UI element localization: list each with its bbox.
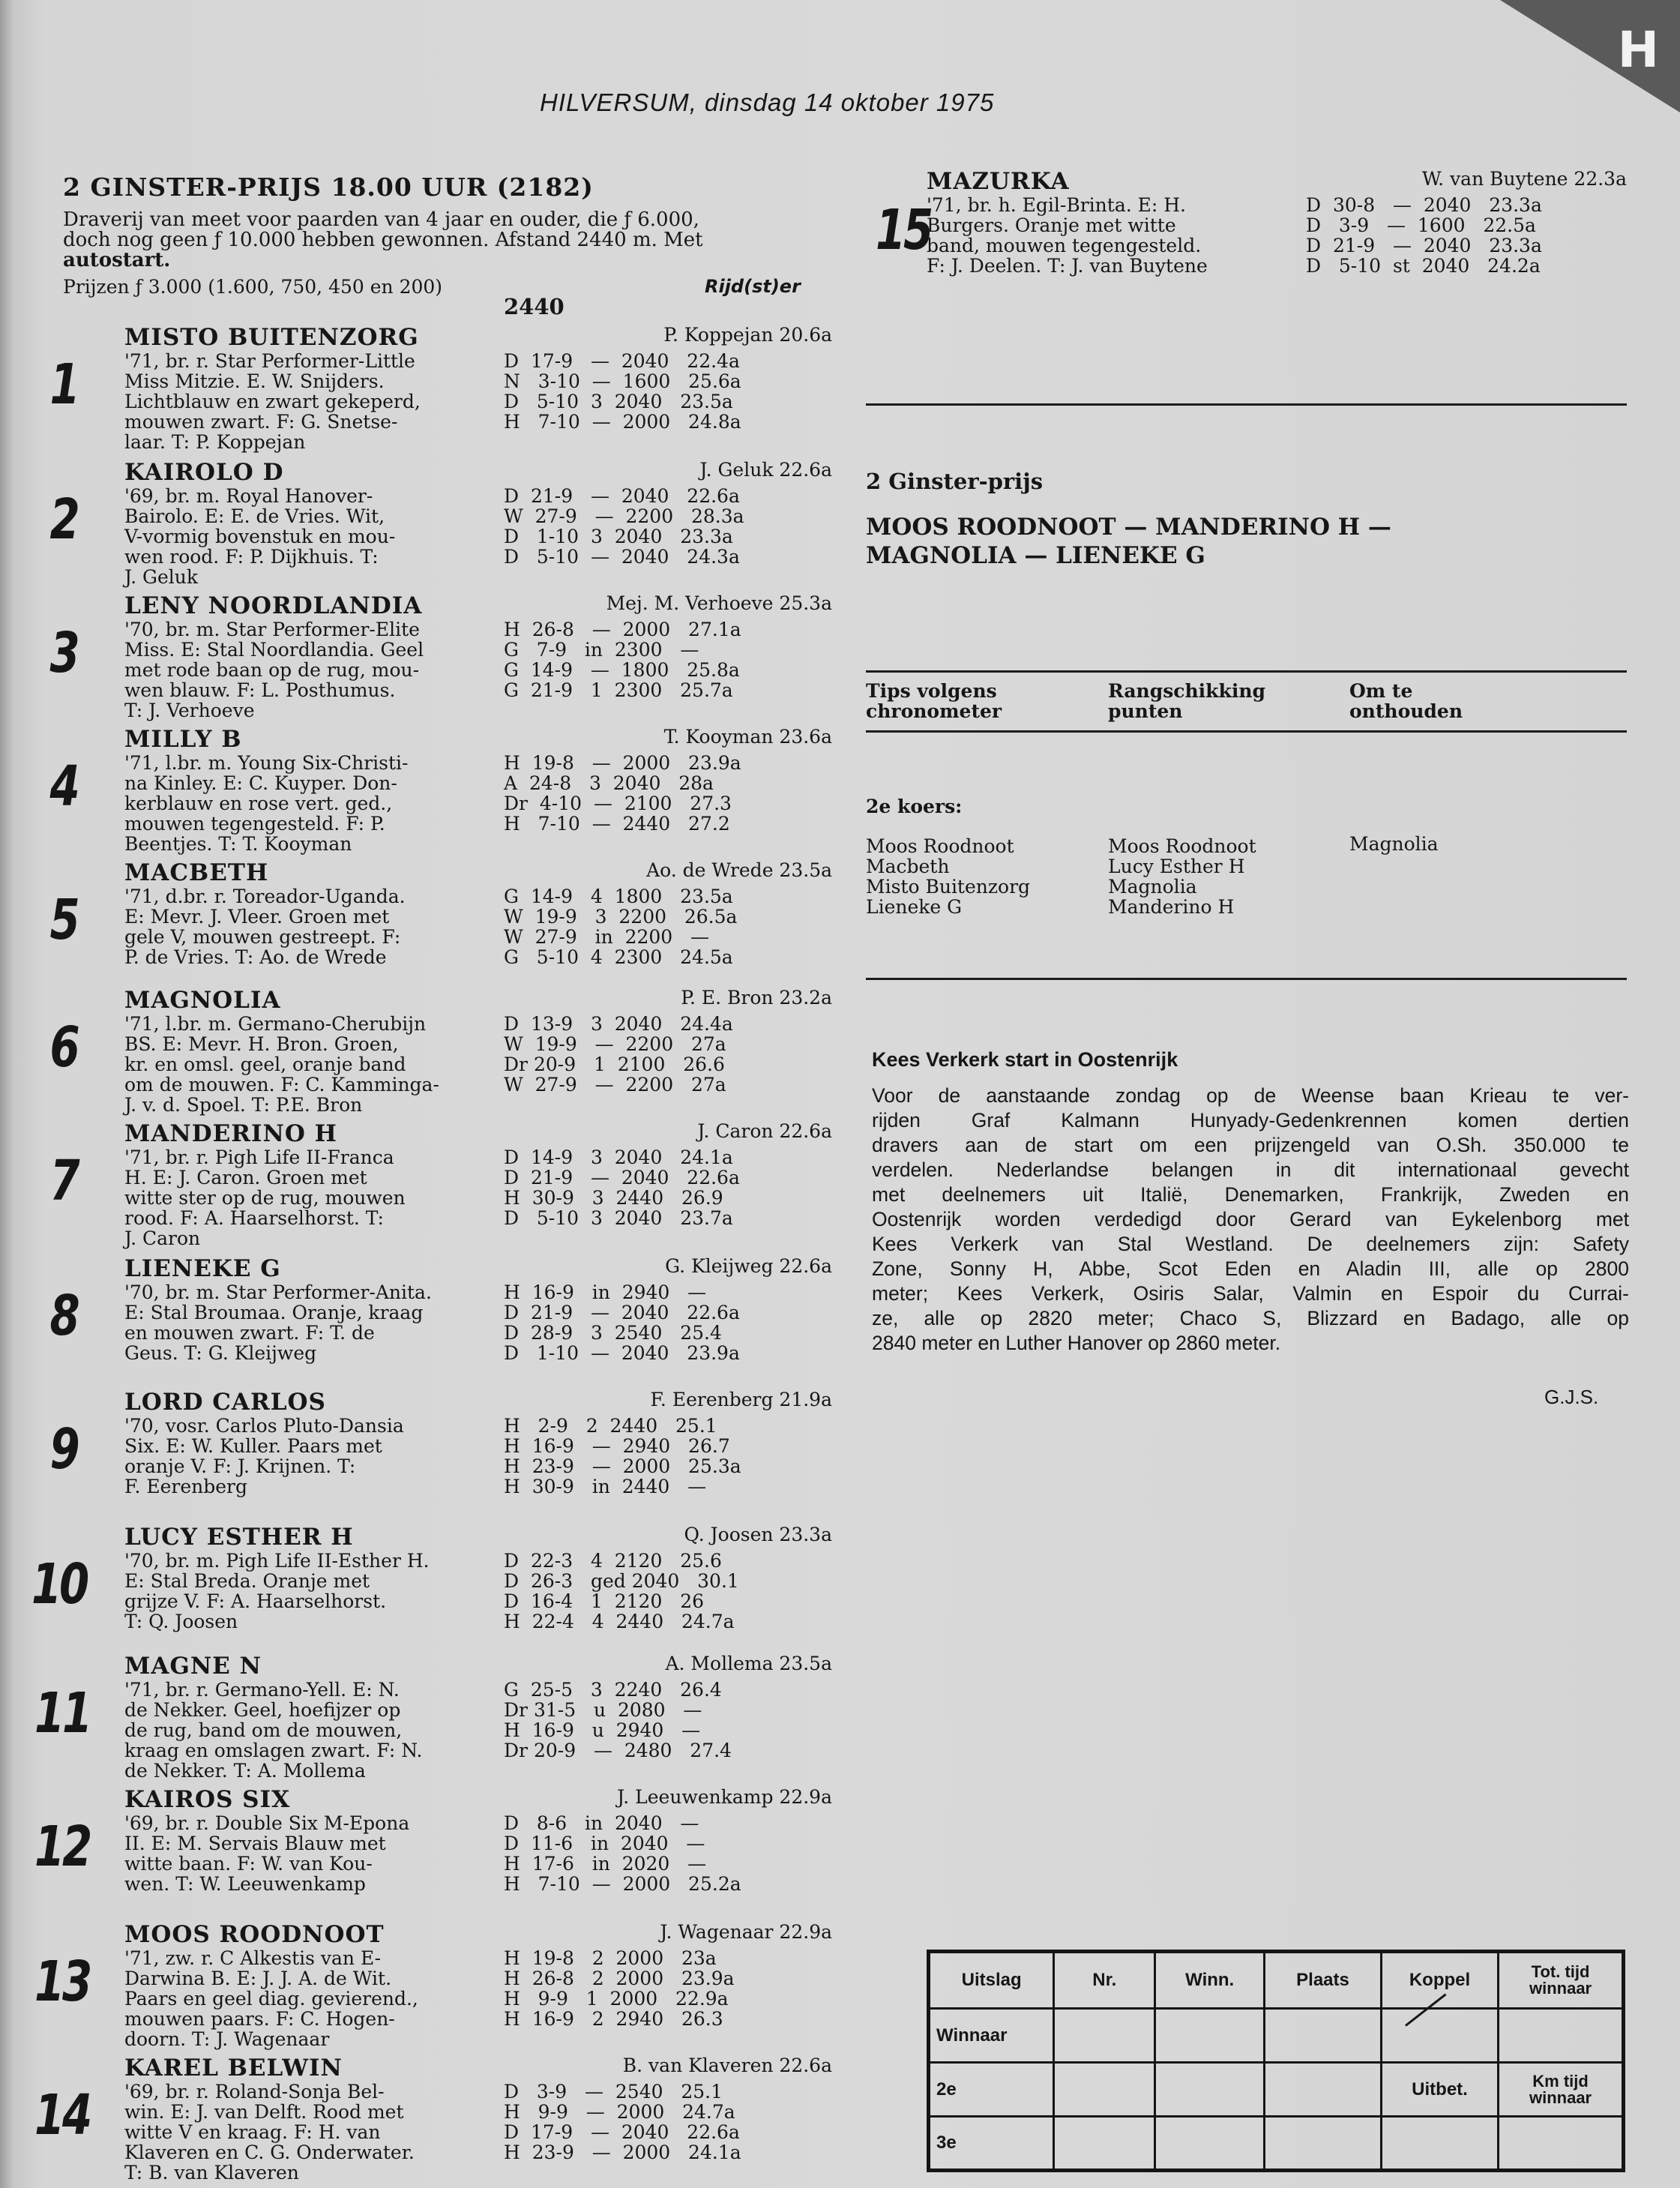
tip-item: Macbeth <box>866 856 950 877</box>
performance-row: H 7-10 — 2000 24.8a <box>504 411 741 433</box>
horse-number: 14 <box>34 2083 91 2148</box>
cell[interactable] <box>1054 2009 1155 2063</box>
cell[interactable] <box>1265 2063 1382 2117</box>
row-label: Winnaar <box>929 2009 1054 2063</box>
performance-row: Dr 20-9 1 2100 26.6 <box>504 1054 725 1075</box>
horse-performances <box>504 2082 741 2163</box>
tip-item: Magnolia <box>1108 876 1197 898</box>
divider <box>866 670 1627 673</box>
performance-row: D 30-8 — 2040 23.3a <box>1306 194 1542 216</box>
cell[interactable] <box>1054 2063 1155 2117</box>
tips-ranking-list <box>1108 836 1256 917</box>
horse-desc-line: na Kinley. E: C. Kuyper. Don- <box>124 772 397 794</box>
prediction-title: 2 Ginster-prijs <box>866 469 1044 494</box>
news-line: meter; Kees Verkerk, Osiris Salar, Valmin en Espoir du Currai- <box>872 1282 1629 1305</box>
horse-description <box>124 1948 499 2049</box>
performance-row: D 14-9 3 2040 24.1a <box>504 1146 733 1168</box>
cell[interactable] <box>1265 2009 1382 2063</box>
horse-desc-line: '71, br. r. Star Performer-Little <box>124 350 415 372</box>
performance-row: G 21-9 1 2300 25.7a <box>504 679 733 701</box>
news-line: met deelnemers uit Italië, Denemarken, Frankrijk, Zweden en <box>872 1183 1629 1206</box>
performance-row: H 17-6 in 2020 — <box>504 1853 707 1875</box>
performance-row: H 19-8 — 2000 23.9a <box>504 752 741 774</box>
horse-desc-line: de Nekker. T: A. Mollema <box>124 1760 366 1782</box>
tip-item: Lucy Esther H <box>1108 856 1245 877</box>
tip-item: Magnolia <box>1349 833 1439 855</box>
news-line: rijden Graf Kalmann Hunyady-Gedenkrennen komen dertien <box>872 1109 1629 1131</box>
horse-driver: B. van Klaveren 22.6a <box>622 2055 832 2076</box>
race-desc-line: Draverij van meet voor paarden van 4 jaar en ouder, die ƒ 6.000, <box>63 208 699 231</box>
horse-desc-line: P. de Vries. T: Ao. de Wrede <box>124 946 387 968</box>
horse-name: MISTO BUITENZORG <box>124 324 419 351</box>
news-title: Kees Verkerk start in Oostenrijk <box>872 1048 1178 1071</box>
horse-desc-line: '69, br. m. Royal Hanover- <box>124 485 373 507</box>
divider <box>866 978 1627 980</box>
col-uitslag: Uitslag <box>929 1952 1054 2009</box>
horse-desc-line: II. E: M. Servais Blauw met <box>124 1833 386 1854</box>
tips-chronometer-list <box>866 836 1030 917</box>
horse-desc-line: kerblauw en rose vert. ged., <box>124 793 393 814</box>
horse-description <box>124 486 499 587</box>
tips-remember-list <box>1349 834 1439 854</box>
horse-description <box>124 1813 499 1894</box>
horse-description <box>124 1282 499 1363</box>
horse-performances <box>504 619 741 700</box>
performance-row: H 7-10 — 2440 27.2 <box>504 813 730 835</box>
performance-row: H 23-9 — 2000 24.1a <box>504 2142 741 2163</box>
horse-performances <box>504 1416 741 1497</box>
performance-row: H 7-10 — 2000 25.2a <box>504 1873 741 1895</box>
horse-desc-line: de Nekker. Geel, hoefijzer op <box>124 1699 401 1721</box>
news-line: dravers aan de start om een prijzengeld van O.Sh. 350.000 te <box>872 1134 1629 1156</box>
horse-driver: J. Leeuwenkamp 22.9a <box>617 1786 832 1808</box>
horse-desc-line: '69, br. r. Double Six M-Epona <box>124 1812 410 1834</box>
driver-column-label: Rijd(st)er <box>705 276 801 297</box>
cell[interactable] <box>1155 2063 1265 2117</box>
horse-desc-line: '69, br. r. Roland-Sonja Bel- <box>124 2081 385 2103</box>
results-row-winnaar <box>929 2009 1624 2063</box>
horse-desc-line: '71, l.br. m. Germano-Cherubijn <box>124 1013 427 1035</box>
horse-desc-line: witte ster op de rug, mouwen <box>124 1187 406 1209</box>
horse-number: 2 <box>49 487 78 552</box>
tip-item: Moos Roodnoot <box>1108 835 1256 857</box>
horse-desc-line: V-vormig bovenstuk en mou- <box>124 526 396 547</box>
performance-row: D 21-9 — 2040 23.3a <box>1306 235 1542 256</box>
performance-row: G 14-9 4 1800 23.5a <box>504 886 733 907</box>
performance-row: W 27-9 in 2200 — <box>504 926 710 948</box>
horse-desc-line: E: Stal Breda. Oranje met <box>124 1570 370 1592</box>
horse-performances <box>504 886 737 967</box>
performance-row: D 1-10 3 2040 23.3a <box>504 526 733 547</box>
horse-desc-line: wen rood. F: P. Dijkhuis. T: <box>124 546 379 568</box>
horse-driver: Mej. M. Verhoeve 25.3a <box>606 592 832 614</box>
performance-row: G 14-9 — 1800 25.8a <box>504 659 740 681</box>
horse-name: MANDERINO H <box>124 1120 337 1147</box>
horse-desc-line: mouwen tegengesteld. F: P. <box>124 813 385 835</box>
horse-driver: F. Eerenberg 21.9a <box>650 1389 832 1410</box>
horse-desc-line: oranje V. F: J. Krijnen. T: <box>124 1455 356 1477</box>
horse-number: 12 <box>34 1815 91 1879</box>
cell[interactable] <box>1155 2117 1265 2171</box>
horse-performances <box>504 753 741 834</box>
horse-desc-line: Lichtblauw en zwart gekeperd, <box>124 391 421 412</box>
horse-desc-line: '71, br. r. Pigh Life II-Franca <box>124 1146 394 1168</box>
horse-desc-line: grijze V. F: A. Haarselhorst. <box>124 1590 387 1612</box>
performance-row: N 3-10 — 1600 25.6a <box>504 370 741 392</box>
horse-driver: J. Geluk 22.6a <box>699 459 832 481</box>
horse-desc-line: Paars en geel diag. gevierend., <box>124 1988 418 2010</box>
horse-number: 1 <box>49 352 78 417</box>
horse-number: 6 <box>49 1015 78 1080</box>
horse-description <box>124 1551 499 1632</box>
performance-row: H 26-8 — 2000 27.1a <box>504 619 741 640</box>
performance-row: G 7-9 in 2300 — <box>504 639 699 661</box>
race-description <box>63 210 828 271</box>
uitbet-label: Uitbet. <box>1381 2063 1498 2117</box>
performance-row: D 5-10 3 2040 23.5a <box>504 391 733 412</box>
performance-row: D 28-9 3 2540 25.4 <box>504 1322 722 1344</box>
horse-desc-line: F. Eerenberg <box>124 1476 247 1497</box>
performance-row: D 3-9 — 1600 22.5a <box>1306 214 1536 236</box>
performance-row: G 25-5 3 2240 26.4 <box>504 1679 722 1701</box>
performance-row: W 27-9 — 2200 28.3a <box>504 505 744 527</box>
prediction-line: MAGNOLIA — LIENEKE G <box>866 542 1205 569</box>
performance-row: D 1-10 — 2040 23.9a <box>504 1342 740 1364</box>
horse-desc-line: Six. E: W. Kuller. Paars met <box>124 1435 382 1457</box>
divider <box>866 403 1627 406</box>
horse-desc-line: '71, zw. r. C Alkestis van E- <box>124 1947 382 1969</box>
cell[interactable] <box>1265 2117 1382 2171</box>
horse-description <box>124 2082 499 2183</box>
news-line: Voor de aanstaande zondag op de Weense baan Krieau te ver- <box>872 1084 1629 1107</box>
horse-performances <box>504 1948 735 2029</box>
performance-row: H 22-4 4 2440 24.7a <box>504 1611 735 1632</box>
tips-header-remember: Om te onthouden <box>1349 680 1463 722</box>
km-tijd-label: Km tijd winnaar <box>1499 2063 1624 2117</box>
horse-description <box>124 886 499 967</box>
horse-performances <box>504 1551 739 1632</box>
horse-driver: P. E. Bron 23.2a <box>681 987 832 1009</box>
cell[interactable] <box>1499 2117 1624 2171</box>
performance-row: D 5-10 — 2040 24.3a <box>504 546 740 568</box>
race-title: 2 GINSTER-PRIJS 18.00 UUR (2182) <box>63 172 594 202</box>
horse-performances <box>504 351 741 432</box>
tip-item: Lieneke G <box>866 896 963 918</box>
horse-desc-line: kr. en omsl. geel, oranje band <box>124 1054 406 1075</box>
horse-desc-line: kraag en omslagen zwart. F: N. <box>124 1740 423 1761</box>
horse-driver: Ao. de Wrede 23.5a <box>646 859 832 881</box>
news-body <box>872 1084 1629 1356</box>
horse-performances <box>504 1813 741 1894</box>
performance-row: W 19-9 3 2200 26.5a <box>504 906 738 928</box>
horse-number: 4 <box>49 754 78 819</box>
news-line: Zone, Sonny H, Abbe, Scot Eden en Aladin III, alle op 2800 <box>872 1257 1629 1280</box>
horse-name: MAGNOLIA <box>124 987 281 1014</box>
performance-row: H 16-9 u 2940 — <box>504 1719 701 1741</box>
performance-row: Dr 31-5 u 2080 — <box>504 1699 702 1721</box>
performance-row: D 16-4 1 2120 26 <box>504 1590 705 1612</box>
performance-row: D 22-3 4 2120 25.6 <box>504 1550 722 1572</box>
performance-row: D 5-10 3 2040 23.7a <box>504 1207 733 1229</box>
performance-row: H 26-8 2 2000 23.9a <box>504 1968 735 1989</box>
horse-desc-line: om de mouwen. F: C. Kamminga- <box>124 1074 439 1095</box>
performance-row: H 19-8 2 2000 23a <box>504 1947 717 1969</box>
horse-number: 11 <box>34 1681 91 1746</box>
horse-description <box>124 1014 499 1115</box>
horse-desc-line: '71, l.br. m. Young Six-Christi- <box>124 752 409 774</box>
horse-driver: W. van Buytene 22.3a <box>1421 168 1627 190</box>
horse-desc-line: '70, vosr. Carlos Pluto-Dansia <box>124 1415 404 1437</box>
horse-desc-line: J. v. d. Spoel. T: P.E. Bron <box>124 1094 363 1116</box>
race-desc-line: autostart. <box>63 249 171 271</box>
horse-name: LORD CARLOS <box>124 1389 326 1416</box>
divider <box>866 730 1627 733</box>
tip-item: Manderino H <box>1108 896 1235 918</box>
horse-description <box>124 619 499 721</box>
horse-desc-line: en mouwen zwart. F: T. de <box>124 1322 375 1344</box>
horse-desc-line: Burgers. Oranje met witte <box>927 214 1176 236</box>
tip-item: Moos Roodnoot <box>866 835 1014 857</box>
horse-name: MILLY B <box>124 726 242 753</box>
horse-driver: G. Kleijweg 22.6a <box>665 1255 832 1277</box>
performance-row: W 19-9 — 2200 27a <box>504 1033 726 1055</box>
news-line: 2840 meter en Luther Hanover op 2860 meter. <box>872 1332 1281 1354</box>
horse-number: 8 <box>49 1284 78 1348</box>
horse-desc-line: T: Q. Joosen <box>124 1611 238 1632</box>
horse-desc-line: Klaveren en C. G. Onderwater. <box>124 2142 415 2163</box>
performance-row: H 16-9 — 2940 26.7 <box>504 1435 730 1457</box>
horse-desc-line: '70, br. m. Star Performer-Anita. <box>124 1281 432 1303</box>
col-tot-tijd: Tot. tijd winnaar <box>1499 1952 1624 2009</box>
col-winn: Winn. <box>1155 1952 1265 2009</box>
horse-number: 3 <box>49 621 78 685</box>
performance-row: D 11-6 in 2040 — <box>504 1833 705 1854</box>
race-prizes: Prijzen ƒ 3.000 (1.600, 750, 450 en 200) <box>63 276 443 298</box>
performance-row: H 16-9 2 2940 26.3 <box>504 2008 723 2030</box>
prediction-line: MOOS ROODNOOT — MANDERINO H — <box>866 514 1391 541</box>
horse-desc-line: laar. T: P. Koppejan <box>124 431 306 453</box>
horse-desc-line: doorn. T: J. Wagenaar <box>124 2028 330 2050</box>
news-line: ze, alle op 2820 meter; Chaco S, Blizzard en Badago, alle op <box>872 1307 1629 1329</box>
horse-desc-line: win. E: J. van Delft. Rood met <box>124 2101 404 2123</box>
col-koppel: Koppel <box>1381 1952 1498 2009</box>
results-row-2e <box>929 2063 1624 2117</box>
horse-description <box>124 1416 499 1497</box>
horse-desc-line: T: J. Verhoeve <box>124 700 255 721</box>
tips-race-label: 2e koers: <box>866 796 963 817</box>
horse-desc-line: Miss Mitzie. E. W. Snijders. <box>124 370 385 392</box>
performance-row: D 8-6 in 2040 — <box>504 1812 699 1834</box>
horse-desc-line: '71, br. h. Egil-Brinta. E: H. <box>927 194 1186 216</box>
tips-header-chronometer: Tips volgens chronometer <box>866 680 1002 722</box>
horse-desc-line: '70, br. m. Pigh Life II-Esther H. <box>124 1550 430 1572</box>
col-plaats: Plaats <box>1265 1952 1382 2009</box>
performance-row: D 5-10 st 2040 24.2a <box>1306 255 1541 277</box>
performance-row: H 16-9 in 2940 — <box>504 1281 707 1303</box>
cell-koppel-slash[interactable] <box>1381 2009 1498 2063</box>
horse-number: 9 <box>49 1417 78 1482</box>
horse-driver: J. Caron 22.6a <box>697 1120 832 1142</box>
horse-name: KAREL BELWIN <box>124 2055 343 2082</box>
horse-desc-line: BS. E: Mevr. H. Bron. Groen, <box>124 1033 399 1055</box>
horse-desc-line: Darwina B. E: J. J. A. de Wit. <box>124 1968 392 1989</box>
results-table <box>927 1950 1625 2172</box>
horse-description <box>124 351 499 452</box>
news-signature: G.J.S. <box>1544 1386 1599 1408</box>
race-desc-line: doch nog geen ƒ 10.000 hebben gewonnen. Afstand 2440 m. Met <box>63 229 703 251</box>
performance-row: A 24-8 3 2040 28a <box>504 772 714 794</box>
horse-desc-line: mouwen zwart. F: G. Snetse- <box>124 411 398 433</box>
performance-row: H 30-9 in 2440 — <box>504 1476 707 1497</box>
horse-desc-line: wen blauw. F: L. Posthumus. <box>124 679 396 701</box>
horse-desc-line: J. Caron <box>124 1227 201 1249</box>
performance-row: D 17-9 — 2040 22.6a <box>504 2121 740 2143</box>
horse-name: MAGNE N <box>124 1653 262 1680</box>
horse-performances <box>504 486 744 567</box>
horse-driver: Q. Joosen 23.3a <box>684 1524 832 1545</box>
horse-driver: T. Kooyman 23.6a <box>663 726 832 748</box>
horse-name: KAIROLO D <box>124 459 284 486</box>
cell[interactable] <box>1499 2009 1624 2063</box>
horse-number: 5 <box>49 888 78 952</box>
horse-driver: J. Wagenaar 22.9a <box>660 1921 832 1943</box>
horse-desc-line: Miss. E: Stal Noordlandia. Geel <box>124 639 424 661</box>
performance-row: Dr 4-10 — 2100 27.3 <box>504 793 732 814</box>
horse-performances <box>504 1282 740 1363</box>
news-line: verdelen. Nederlandse belangen in dit internationaal gevecht <box>872 1158 1629 1181</box>
row-label: 3e <box>929 2117 1054 2171</box>
performance-row: H 23-9 — 2000 25.3a <box>504 1455 741 1477</box>
horse-description <box>124 1147 499 1248</box>
results-header-row <box>929 1952 1624 2009</box>
horse-desc-line: band, mouwen tegengesteld. <box>927 235 1202 256</box>
results-row-3e <box>929 2117 1624 2171</box>
horse-name: LUCY ESTHER H <box>124 1524 354 1551</box>
horse-desc-line: Beentjes. T: T. Kooyman <box>124 833 352 855</box>
horse-name: LIENEKE G <box>124 1255 281 1282</box>
horse-desc-line: J. Geluk <box>124 566 198 588</box>
horse-desc-line: E: Stal Broumaa. Oranje, kraag <box>124 1302 424 1323</box>
horse-desc-line: '71, d.br. r. Toreador-Uganda. <box>124 886 406 907</box>
horse-desc-line: witte baan. F: W. van Kou- <box>124 1853 373 1875</box>
horse-driver: P. Koppejan 20.6a <box>663 324 832 346</box>
horse-number: 13 <box>34 1950 91 2014</box>
tips-header-ranking: Rangschikking punten <box>1108 680 1265 722</box>
horse-desc-line: E: Mevr. J. Vleer. Groen met <box>124 906 390 928</box>
horse-description <box>124 1680 499 1781</box>
performance-row: Dr 20-9 — 2480 27.4 <box>504 1740 732 1761</box>
performance-row: D 21-9 — 2040 22.6a <box>504 1167 740 1188</box>
horse-desc-line: T: B. van Klaveren <box>124 2162 299 2184</box>
horse-desc-line: F: J. Deelen. T: J. van Buytene <box>927 255 1208 277</box>
cell[interactable] <box>1054 2117 1155 2171</box>
tip-item: Misto Buitenzorg <box>866 876 1031 898</box>
horse-desc-line: wen. T: W. Leeuwenkamp <box>124 1873 366 1895</box>
horse-name: MAZURKA <box>927 168 1070 195</box>
cell[interactable] <box>1381 2117 1498 2171</box>
horse-description <box>927 195 1301 276</box>
horse-performances <box>504 1014 733 1095</box>
horse-performances <box>504 1680 732 1761</box>
horse-desc-line: '71, br. r. Germano-Yell. E: N. <box>124 1679 400 1701</box>
horse-number: 15 <box>875 198 932 262</box>
horse-number: 10 <box>31 1552 88 1617</box>
horse-name: MOOS ROODNOOT <box>124 1921 385 1948</box>
horse-name: MACBETH <box>124 859 269 886</box>
distance-label: 2440 <box>504 294 564 319</box>
performance-row: D 21-9 — 2040 22.6a <box>504 1302 740 1323</box>
horse-driver: A. Mollema 23.5a <box>665 1653 832 1674</box>
performance-row: G 5-10 4 2300 24.5a <box>504 946 733 968</box>
performance-row: H 30-9 3 2440 26.9 <box>504 1187 723 1209</box>
horse-performances <box>504 1147 740 1228</box>
cell[interactable] <box>1155 2009 1265 2063</box>
horse-desc-line: '70, br. m. Star Performer-Elite <box>124 619 420 640</box>
horse-desc-line: gele V, mouwen gestreept. F: <box>124 926 401 948</box>
horse-desc-line: de rug, band om de mouwen, <box>124 1719 403 1741</box>
horse-name: KAIROS SIX <box>124 1786 291 1813</box>
performance-row: H 9-9 — 2000 24.7a <box>504 2101 735 2123</box>
performance-row: D 21-9 — 2040 22.6a <box>504 485 740 507</box>
horse-desc-line: witte V en kraag. F: H. van <box>124 2121 381 2143</box>
performance-row: D 3-9 — 2540 25.1 <box>504 2081 723 2103</box>
performance-row: D 13-9 3 2040 24.4a <box>504 1013 733 1035</box>
horse-desc-line: Geus. T: G. Kleijweg <box>124 1342 317 1364</box>
news-line: Kees Verkerk van Stal Westland. De deelnemers zijn: Safety <box>872 1233 1629 1255</box>
horse-desc-line: rood. F: A. Haarselhorst. T: <box>124 1207 384 1229</box>
horse-desc-line: met rode baan op de rug, mou- <box>124 659 420 681</box>
performance-row: H 9-9 1 2000 22.9a <box>504 1988 729 2010</box>
col-nr: Nr. <box>1054 1952 1155 2009</box>
row-label: 2e <box>929 2063 1054 2117</box>
horse-desc-line: Bairolo. E: E. de Vries. Wit, <box>124 505 385 527</box>
horse-number: 7 <box>49 1149 78 1213</box>
performance-row: W 27-9 — 2200 27a <box>504 1074 726 1095</box>
performance-row: D 17-9 — 2040 22.4a <box>504 350 740 372</box>
news-line: Oostenrijk worden verdedigd door Gerard van Eykelenborg met <box>872 1208 1629 1230</box>
performance-row: H 2-9 2 2440 25.1 <box>504 1415 717 1437</box>
performance-row: D 26-3 ged 2040 30.1 <box>504 1570 739 1592</box>
section-letter: H <box>1617 21 1659 79</box>
horse-performances <box>1306 195 1542 276</box>
horse-name: LENY NOORDLANDIA <box>124 592 423 619</box>
page-header: HILVERSUM, dinsdag 14 oktober 1975 <box>540 88 995 116</box>
horse-desc-line: H. E: J. Caron. Groen met <box>124 1167 367 1188</box>
horse-desc-line: mouwen paars. F: C. Hogen- <box>124 2008 395 2030</box>
horse-description <box>124 753 499 854</box>
